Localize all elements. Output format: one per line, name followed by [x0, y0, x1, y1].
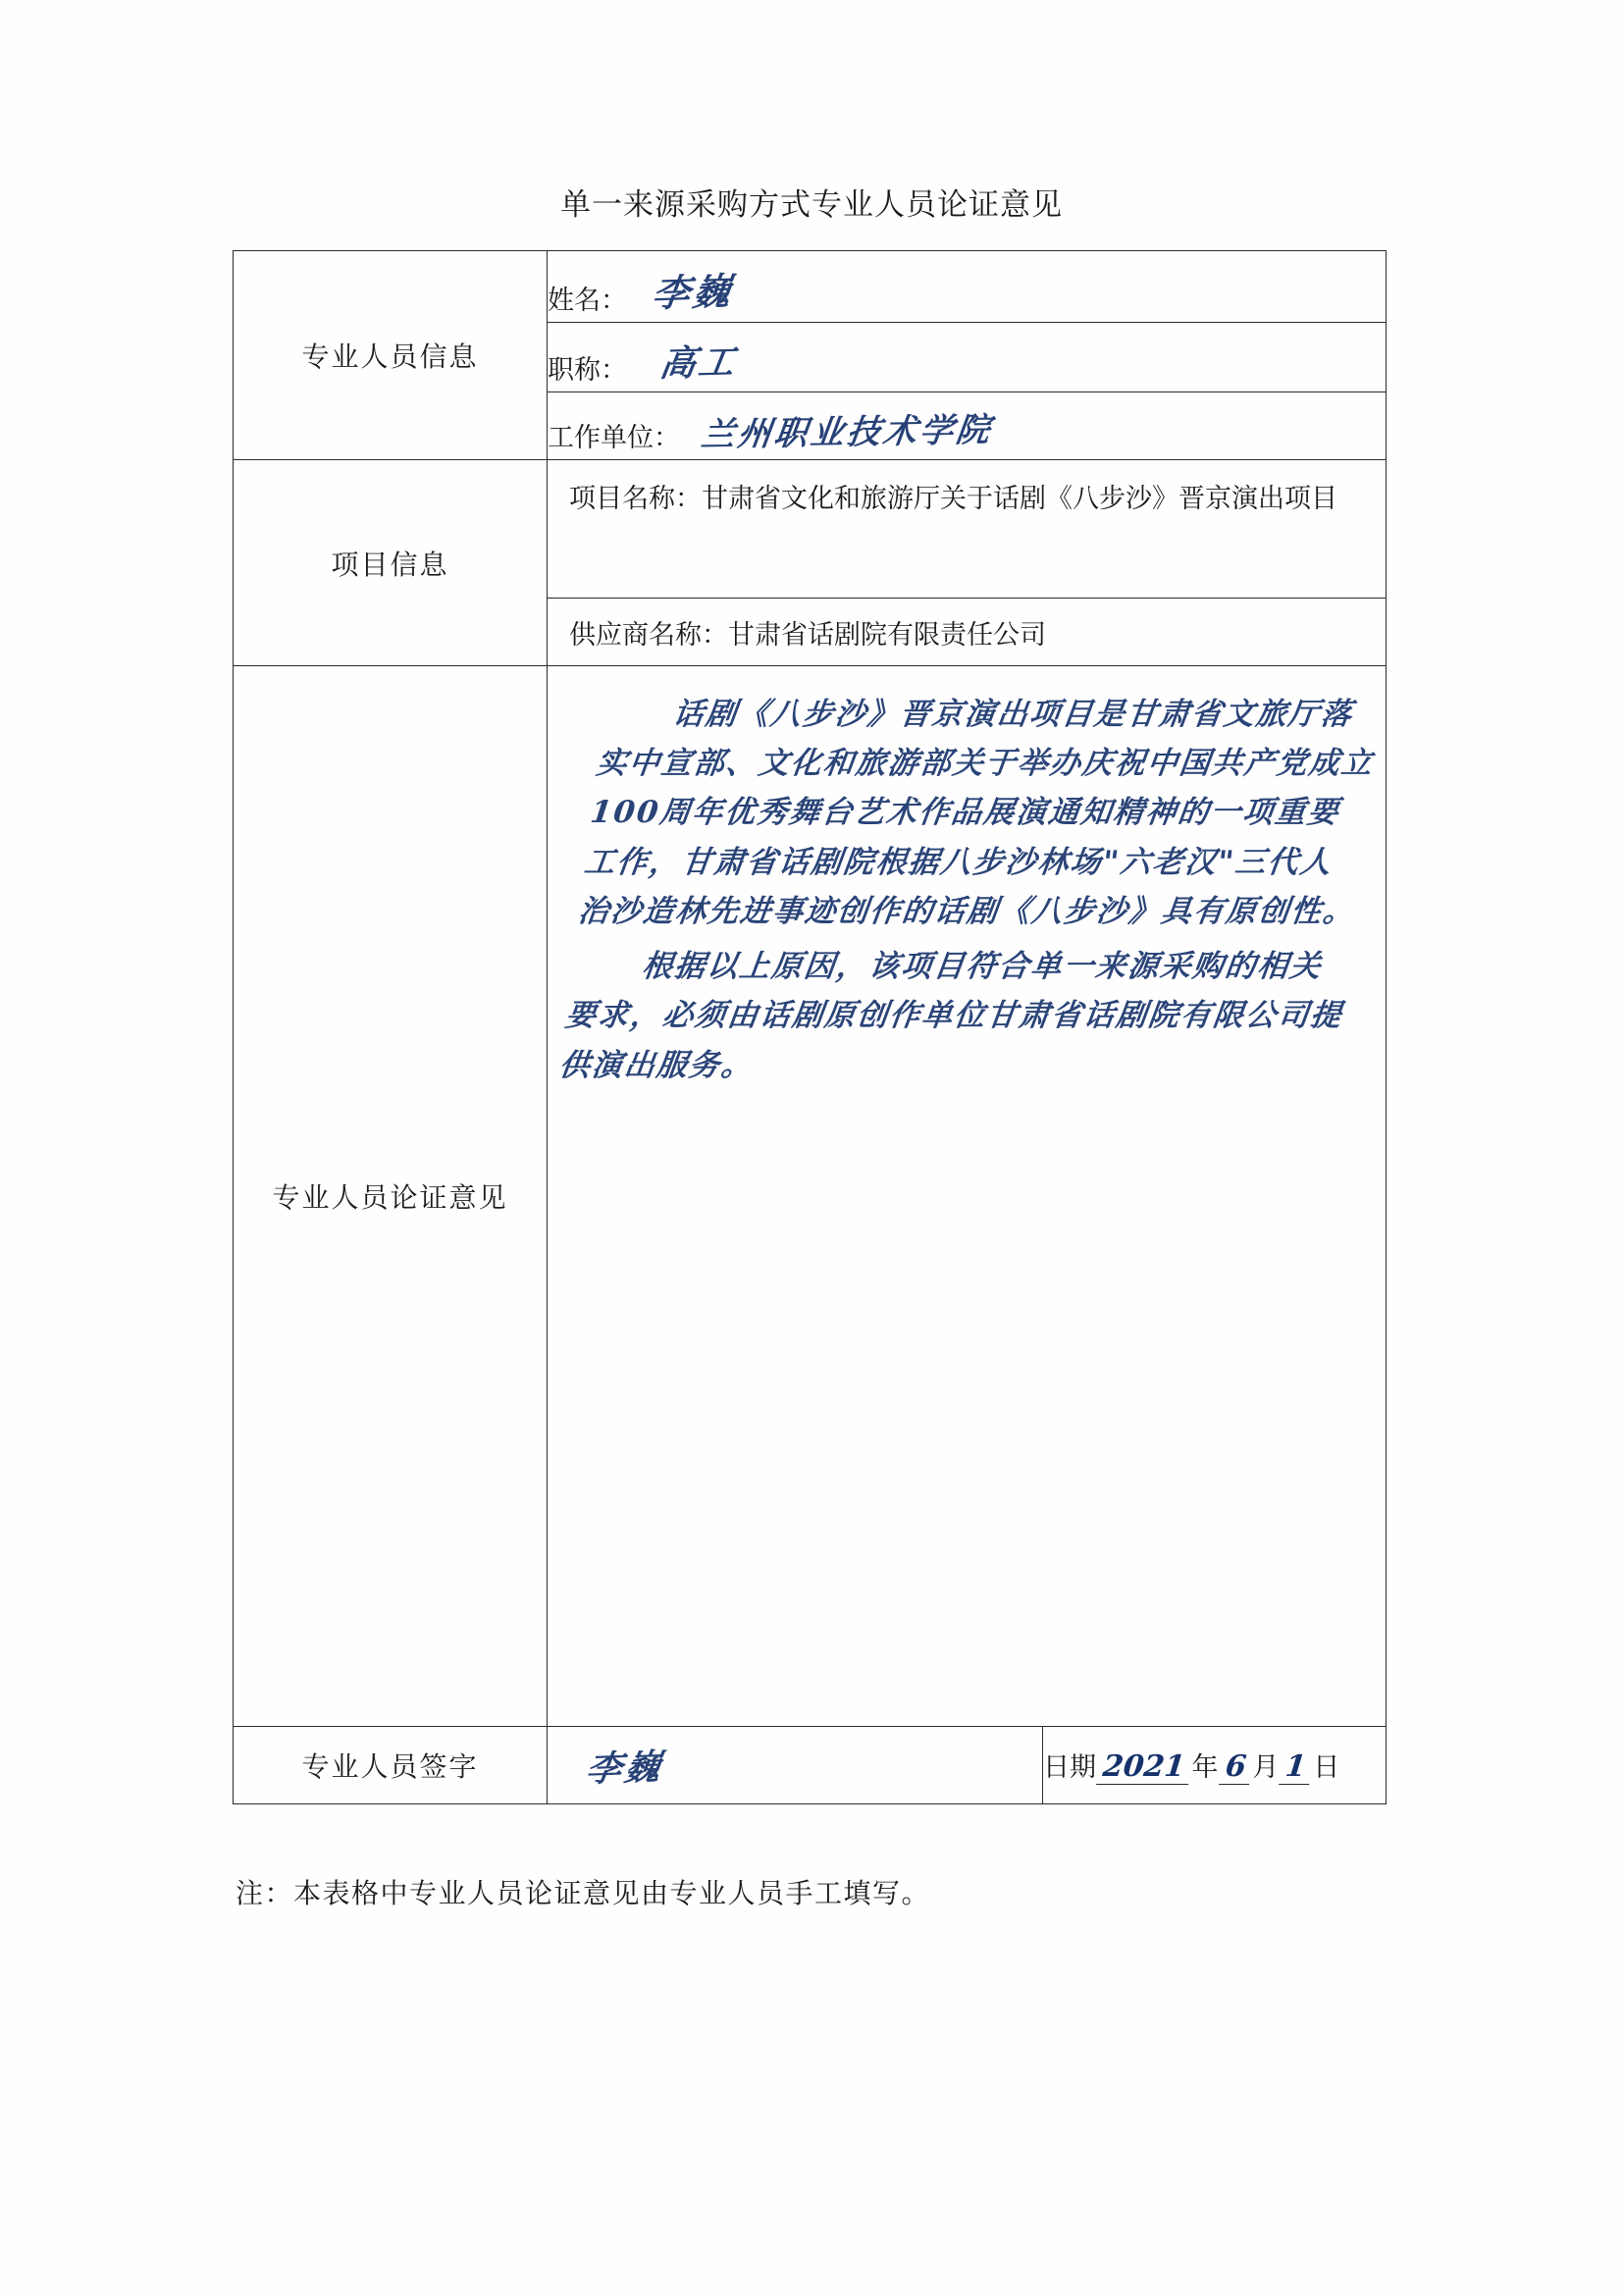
opinion-paragraph-1-text: 话剧《八步沙》晋京演出项目是甘肃省文旅厅落实中宣部、文化和旅游部关于举办庆祝中国共产党成立100周年优秀舞台艺术作品展演通知精神的一项重要工作，甘肃省话剧院根据八步沙林场"六老汉"三代人治沙造林先进事迹创作的话剧《八步沙》具有原创性。: [576, 697, 1377, 929]
field-opinion-body: [548, 666, 1387, 1727]
field-value-signature: 李巍: [583, 1746, 666, 1790]
field-label-project-name: 项目名称：: [569, 484, 702, 513]
field-name: [548, 251, 1387, 323]
date-year-suffix: 年: [1191, 1752, 1219, 1782]
row-label-project-info: 项目信息: [234, 460, 548, 666]
field-label-work-unit: 工作单位：: [548, 423, 680, 453]
field-signature: [548, 1727, 1043, 1804]
field-value-date-day: 1: [1279, 1749, 1313, 1785]
opinion-paragraph: [575, 690, 1383, 936]
field-job-title: [548, 323, 1387, 392]
date-month-suffix: 月: [1252, 1752, 1280, 1782]
field-label-supplier-name: 供应商名称：: [569, 620, 728, 650]
row-label-staff-info: 专业人员信息: [234, 251, 548, 460]
footer-note: 注：本表格中专业人员论证意见由专业人员手工填写。: [236, 1879, 931, 1909]
field-label-job-title: 职称：: [548, 355, 627, 386]
field-value-date-year: 2021: [1096, 1749, 1191, 1785]
page-title: 单一来源采购方式专业人员论证意见: [560, 187, 1063, 222]
field-value-project-name: 甘肃省文化和旅游厅关于话剧《八步沙》晋京演出项目: [702, 484, 1337, 513]
table-row: [234, 251, 1387, 323]
opinion-paragraph: [556, 942, 1352, 1090]
row-label-opinion: 专业人员论证意见: [234, 666, 548, 1727]
field-supplier-name: [548, 599, 1387, 666]
field-value-work-unit: 兰州职业技术学院: [699, 410, 995, 455]
table-row: [234, 460, 1387, 599]
opinion-paragraph-2-text: 根据以上原因，该项目符合单一来源采购的相关要求，必须由话剧原创作单位甘肃省话剧院有限公司提供演出服务。: [556, 949, 1345, 1083]
row-label-signature: 专业人员签字: [234, 1727, 548, 1804]
field-work-unit: [548, 392, 1387, 460]
field-value-supplier-name: 甘肃省话剧院有限责任公司: [728, 620, 1046, 650]
date-day-suffix: 日: [1313, 1752, 1340, 1782]
field-project-name: [548, 460, 1387, 599]
field-value-name: 李巍: [650, 268, 737, 316]
field-value-job-title: 高工: [656, 341, 741, 386]
field-label-name: 姓名：: [548, 286, 627, 316]
field-value-date-month: 6: [1219, 1749, 1253, 1785]
field-date: [1043, 1727, 1387, 1804]
field-label-date: 日期: [1043, 1752, 1096, 1782]
table-row: [234, 666, 1387, 1727]
table-row: [234, 1727, 1387, 1804]
argumentation-form-table: [233, 250, 1387, 1804]
